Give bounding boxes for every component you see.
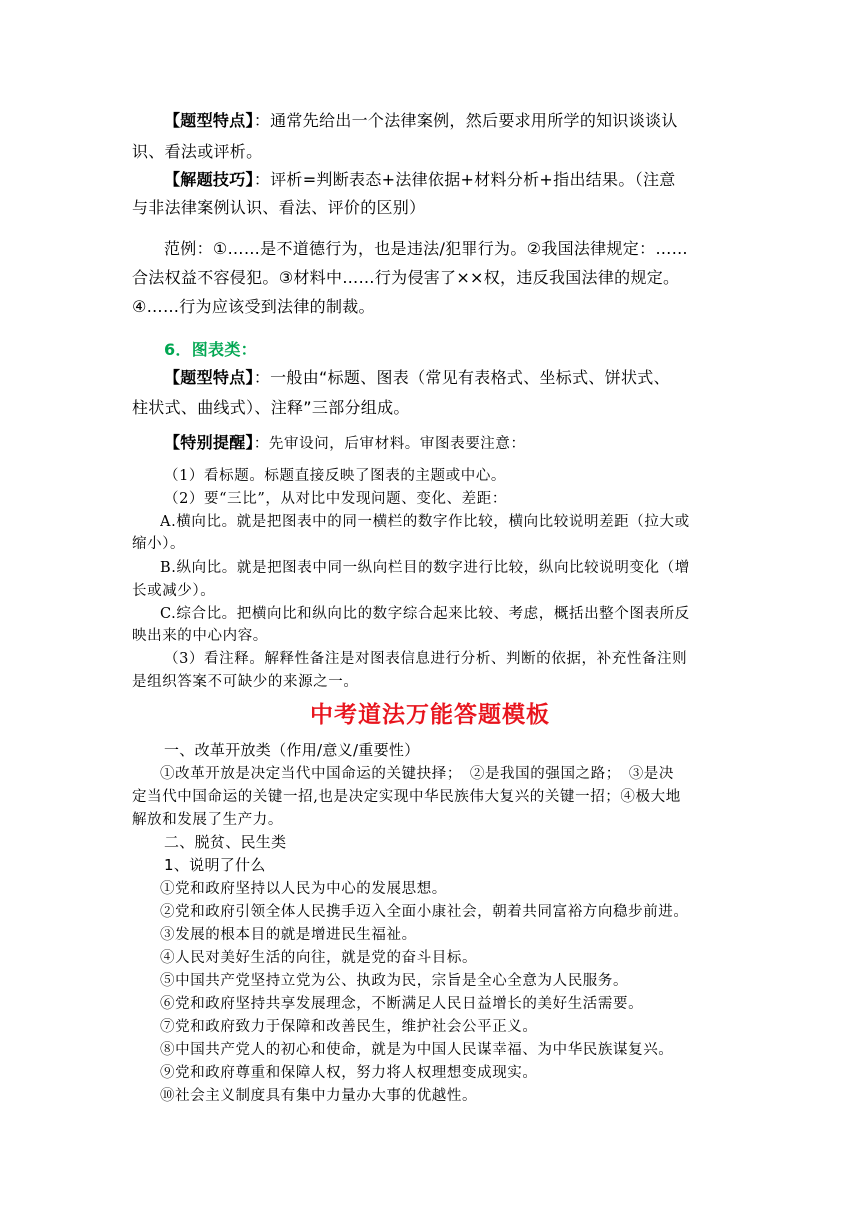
s2-line-10: C.综合比。把横向比和纵向比的数字综合起来比较、考虑，概括出整个图表所反 — [160, 606, 690, 622]
list-item: ⑩社会主义制度具有集中力量办大事的优越性。 — [160, 1088, 478, 1104]
s2-line-7: 缩小）。 — [132, 536, 186, 552]
list-item: ⑦党和政府致力于保障和改善民生，维护社会公平正义。 — [160, 1019, 538, 1035]
list-item: ①党和政府坚持以人民为中心的发展思想。 — [160, 881, 447, 897]
s1-line-1: 【题型特点】：通常先给出一个法律案例，然后要求用所学的知识谈谈认 — [164, 111, 678, 130]
s2-line-9: 长或减少）。 — [132, 583, 216, 599]
s2-line-1: 【题型特点】：一般由“标题、图表（常见有表格式、坐标式、饼状式、 — [164, 368, 670, 387]
s1-line-6: 合法权益不容侵犯。③材料中……行为侵害了××权，违反我国法律的规定。 — [132, 268, 680, 287]
list-item: ⑧中国共产党人的初心和使命，就是为中国人民谋幸福、为中华民族谋复兴。 — [160, 1042, 674, 1058]
page-title: 中考道法万能答题模板 — [310, 702, 550, 728]
s2-line-6: A.横向比。就是把图表中的同一横栏的数字作比较，横向比较说明差距（拉大或 — [160, 514, 690, 530]
s1-line-5: 范例：①……是不道德行为，也是违法/犯罪行为。②我国法律规定：…… — [164, 239, 688, 258]
list-item: ⑥党和政府坚持共享发展理念，不断满足人民日益增长的美好生活需要。 — [160, 996, 644, 1012]
subheading-meaning: 1、说明了什么 — [164, 856, 266, 874]
list-item: ③发展的根本目的就是增进民生福祉。 — [160, 927, 417, 943]
heading-poverty: 二、脱贫、民生类 — [164, 833, 287, 851]
section-heading-charts: 6．图表类： — [164, 340, 257, 359]
list-item: ②党和政府引领全体人民携手迈入全面小康社会，朝着共同富裕方向稳步前进。 — [160, 904, 689, 920]
s2-line-8: B.纵向比。就是把图表中同一纵向栏目的数字进行比较，纵向比较说明变化（增 — [160, 560, 690, 576]
reform-line-1: ①改革开放是决定当代中国命运的关键抉择； ②是我国的强国之路； ③是决 — [160, 766, 674, 782]
list-item: ④人民对美好生活的向往，就是党的奋斗目标。 — [160, 950, 478, 966]
s1-line-2: 识、看法或评析。 — [132, 142, 263, 161]
label-question-feature: 【题型特点】 — [164, 111, 254, 130]
heading-reform: 一、改革开放类（作用/意义/重要性） — [164, 741, 420, 759]
label-special-reminder: 【特别提醒】 — [164, 433, 254, 452]
s2-line-11: 映出来的中心内容。 — [132, 628, 268, 644]
s2-line-12: （3）看注释。解释性备注是对图表信息进行分析、判断的依据，补充性备注则 — [164, 651, 688, 667]
s1-line-4: 与非法律案例认识、看法、评价的区别） — [132, 198, 426, 217]
label-solving-tip: 【解题技巧】 — [164, 170, 254, 189]
s2-line-2: 柱状式、曲线式）、注释”三部分组成。 — [132, 398, 410, 417]
reform-line-3: 解放和发展了生产力。 — [132, 812, 283, 828]
s2-line-5: （2）要“三比”，从对比中发现问题、变化、差距： — [164, 491, 507, 507]
reform-line-2: 定当代中国命运的关键一招,也是决定实现中华民族伟大复兴的关键一招；④极大地 — [132, 789, 681, 805]
s1-line-7: ④……行为应该受到法律的制裁。 — [132, 297, 375, 316]
label-question-feature-2: 【题型特点】 — [164, 368, 254, 387]
s1-line-3: 【解题技巧】：评析=判断表态+法律依据+材料分析+指出结果。（注意 — [164, 170, 676, 189]
list-item: ⑨党和政府尊重和保障人权，努力将人权理想变成现实。 — [160, 1065, 538, 1081]
s2-line-13: 是组织答案不可缺少的来源之一。 — [132, 674, 359, 690]
list-item: ⑤中国共产党坚持立党为公、执政为民，宗旨是全心全意为人民服务。 — [160, 973, 629, 989]
s2-line-4: （1）看标题。标题直接反映了图表的主题或中心。 — [164, 468, 507, 484]
s2-line-3: 【特别提醒】：先审设问，后审材料。审图表要注意： — [164, 433, 526, 452]
